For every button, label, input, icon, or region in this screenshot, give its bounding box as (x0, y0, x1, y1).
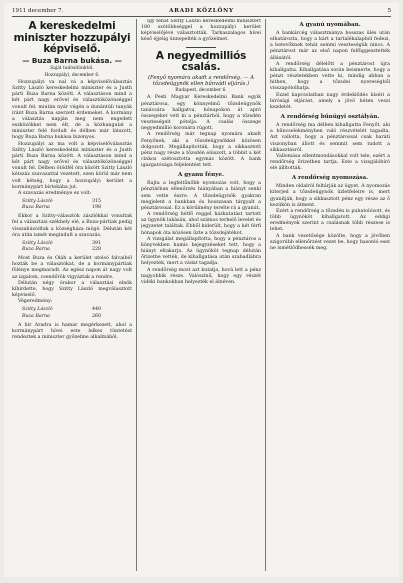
article-dateline: Budapest, december 6. (175, 88, 227, 94)
section-subheading: A rendőrség nyomozása. (291, 175, 369, 182)
column-2 (141, 19, 261, 571)
paragraph: A hír Aradra is hamar megérkezett, ahol a kormánypárt hívei este lelkes tüntetést rendeztek a miniszter győzelme alkalmából. (12, 322, 132, 340)
paragraph: A rendőrség most azt kutatja, hová lett a pénz nagyobbik része. Valószínű, hogy egy részét vidéki bankokban helyezték el álnéven. (141, 267, 261, 285)
paragraph: A bankárcég választmánya hosszas ülés után elhatározta, hogy a kárt a tartalékalapból fedezi, a betevőknek tehát semmi veszteségük nincs. A pénztárost már az első napon felfüggesztették állásától. (270, 31, 390, 61)
article-separator (186, 47, 216, 48)
section-subheading: A rendőrség bűnügyi osztályán. (280, 114, 380, 121)
paragraph: A vizsgálat megállapította, hogy a pénztáros a könyvekben hamis bejegyzéseket tett, hogy a hiányt eltakarja. Az ügynököt tegnap délután őrizetbe vették, de kihallgatása után szabadlábra helyezték, mert a vádat tagadja. (141, 236, 261, 267)
paragraph: A bank vezetősége közölte, hogy a jövőben szigorúbb ellenőrzést vezet be, hogy hasonló eset ne ismétlődhessék meg. (270, 233, 390, 251)
paragraph: Délután négy órakor a választási elnök kihirdette, hogy Szitty László megválasztott képviselő. (12, 280, 132, 299)
candidate-name: Szitty László (22, 307, 53, 313)
candidate-name: Buza Barna (22, 205, 50, 211)
section-subheading: A gyanu fénye. (178, 172, 224, 179)
column-rule (265, 19, 266, 571)
candidate-name: Buza Barna (22, 247, 50, 253)
candidate-name: Szitty László (22, 198, 53, 204)
section-subheading: A gyanú nyomában. (299, 22, 361, 28)
paragraph: A rendőrség délelőtt a pénztárost újra kihallgatta. Kihallgatása során beismerte, hogy a pénzt részletekben vette ki, mindig abban a hitben, hogy a tőzsdei nyereségből visszapótolhatja. (270, 61, 390, 92)
article-title: A negyedmilliós csalás. (155, 49, 247, 74)
paragraph: A rendőrség ma délben kihallgatta Fenyőt, aki a bűncselekményben való részvételét tagadta. Azt vallotta, hogy a pénztárossal csak baráti viszonyban állott és semmit sem tudott a sikkasztásról. (270, 123, 390, 153)
vote-count: 315 (92, 198, 102, 204)
vote-count: 228 (92, 247, 102, 253)
article-dateline: Hozzupályi, december 6. (44, 73, 100, 78)
candidate-name: Szitty László (22, 240, 53, 246)
newspaper-page (4, 3, 399, 577)
column-rule (136, 19, 137, 571)
vote-count: 260 (92, 313, 102, 319)
paragraph: Hozzupályi va nal vá a képviselőválasztás Szitty László kereskedelmi miniszter és a Justh párti Buza Barna között. A választáson mind a két párt nagy erővel és választóközönséggel vonult fel, miután nyár végén a dunántúli tanyák iránt Buza Barna szerzett érdemeket. A kormány a választás napján meg nem engedett eszközökkel nem élt, de a közhangulat a miniszter felé fordult és délben már látszott, hogy Buza Barna bukása bizonyos. (12, 80, 132, 141)
article-subtitle: — Buza Barna bukása. — (22, 55, 122, 65)
paragraph: Ekkor a Szitty-választók zászlókkal vonultak fel a választási székhely elé, a Buza-pártiak pedig visszahúzódtak a községháza mögé. Délután két óra után ismét megindult a szavazás. (12, 214, 132, 238)
header-paper-name: ARADI KÖZLÖNY (169, 8, 234, 14)
vote-count: 440 (92, 307, 102, 313)
column-3 (270, 19, 390, 571)
article-byline: Saját tudósítónktól. (50, 66, 94, 71)
paragraph: Végeredmény: (18, 299, 53, 305)
vote-count: 198 (92, 205, 102, 211)
article-title: A kereskedelmi miniszter hozzupályi képviselő. (13, 20, 131, 55)
vote-row (12, 205, 132, 211)
header-page-number: 5 (387, 8, 391, 14)
column-1 (12, 19, 132, 571)
paragraph: Így tehát Szitty László kereskedelmi minisztert 180 szótöbbséggel a hozzupályi kerület képviselőjévé választották. Tarkaszalagos hívei késő éjjelig ünnepelték a győzelmet. (141, 19, 261, 43)
paragraph: Ezért a rendőrség a tőzsdén is puhatolózott, és több ügynököt kihallgatott. Az eddigi eredmények szerint a csalásnak több részese is lehet. (270, 208, 390, 233)
vote-row (12, 247, 132, 253)
vote-count: 391 (92, 240, 102, 246)
paragraph: A rendőrség már tegnap nyomára akadt Fenyőnek, aki a tőzsdeügynökkel közösen dolgozott. Megállapították, hogy a sikkasztott pénz nagy része a tőzsdén elúszott, a többit a két cinkos szétosztotta egymás között. A bank igazgatósága feljelentést tett. (141, 132, 261, 169)
paragraph: Minden oldalról feltárják az ügyet. A nyomozás kiterjed a tőzsdeügynök üzletfeleire is, mert gyanítják, hogy a sikkasztott pénz egy része az ő kezükön is átment. (270, 184, 390, 208)
paragraph: Hozzupályi az ma volt a képviselőválasztás Szitty László kereskedelmi miniszter és a Justh párti Buza Barna között. A választáson mind a két párt nagy erővel és választóközönséggel vonult fel. Délben ötödfél óra között Szitty László kétszáz szavazattal vezetett, ezen körül már nem volt kétség, hogy a hozzupályi kerület a kormánypárt birtokába jut. (12, 141, 132, 190)
vote-tally (12, 241, 132, 253)
paragraph: A Pesti Magyar Kereskedelmi Bank egyik pénztárosa, egy könnyelmű tőzsdeügynök tanácsára hallgatva, hónapokon át apró összegeket vett ki a pénztárból, hogy a tőzsdén veszteségeit pótolja. A csalás összege negyedmillió koronára rúgott. (141, 95, 261, 132)
candidate-name: Buza Barna (22, 313, 50, 319)
article-dek: (Fenyő nyomára akadt a rendőrség. — A tőzsdeügynök ellen bűnvádi eljárás.) (148, 74, 254, 88)
page-header (12, 6, 391, 17)
paragraph: A szavazás eredménye ez volt: (18, 190, 92, 196)
paragraph: A rendőrség hétfő reggel házkutatást tartott az ügynök lakásán, ahol számos terhelő levelet és jegyzetet találtak. Ebből kiderült, hogy a két férfi hónapok óta közösen űzte a tőzsdejátékot. (141, 212, 261, 236)
vote-tally (12, 199, 132, 211)
vote-row (12, 314, 132, 320)
paragraph: Ezzel kapcsolatban nagy érdeklődés kíséri a bírósági eljárást, amely a jövő héten veszi kezdetét. (270, 92, 390, 110)
vote-tally (12, 307, 132, 319)
header-date: 1911 december 7. (12, 8, 64, 14)
paragraph: Rajta a legfeltűnőbb nyomozás volt, hogy a pénztárban ellenőrzés hiányában a hiányt senki sem vette észre. A tőzsdeügynök gyakran megjelent a bankban és hosszasan tárgyalt a pénztárossal. Ez a körülmény terelte rá a gyanút. (141, 181, 261, 211)
paragraph: Vallomása ellentmondásokkal volt tele, ezért a rendőrség őrizetben tartja. Este a vizsgálóbíró elé állították. (270, 153, 390, 172)
paragraph: Most Buza és Oláh a kerület utolsó falvaiból hozták be a választókat, de a kormánypártiak fölénye megmaradt. Az egész napon át nagy volt az izgalom, csendőrök vigyáztak a rendre. (12, 256, 132, 280)
